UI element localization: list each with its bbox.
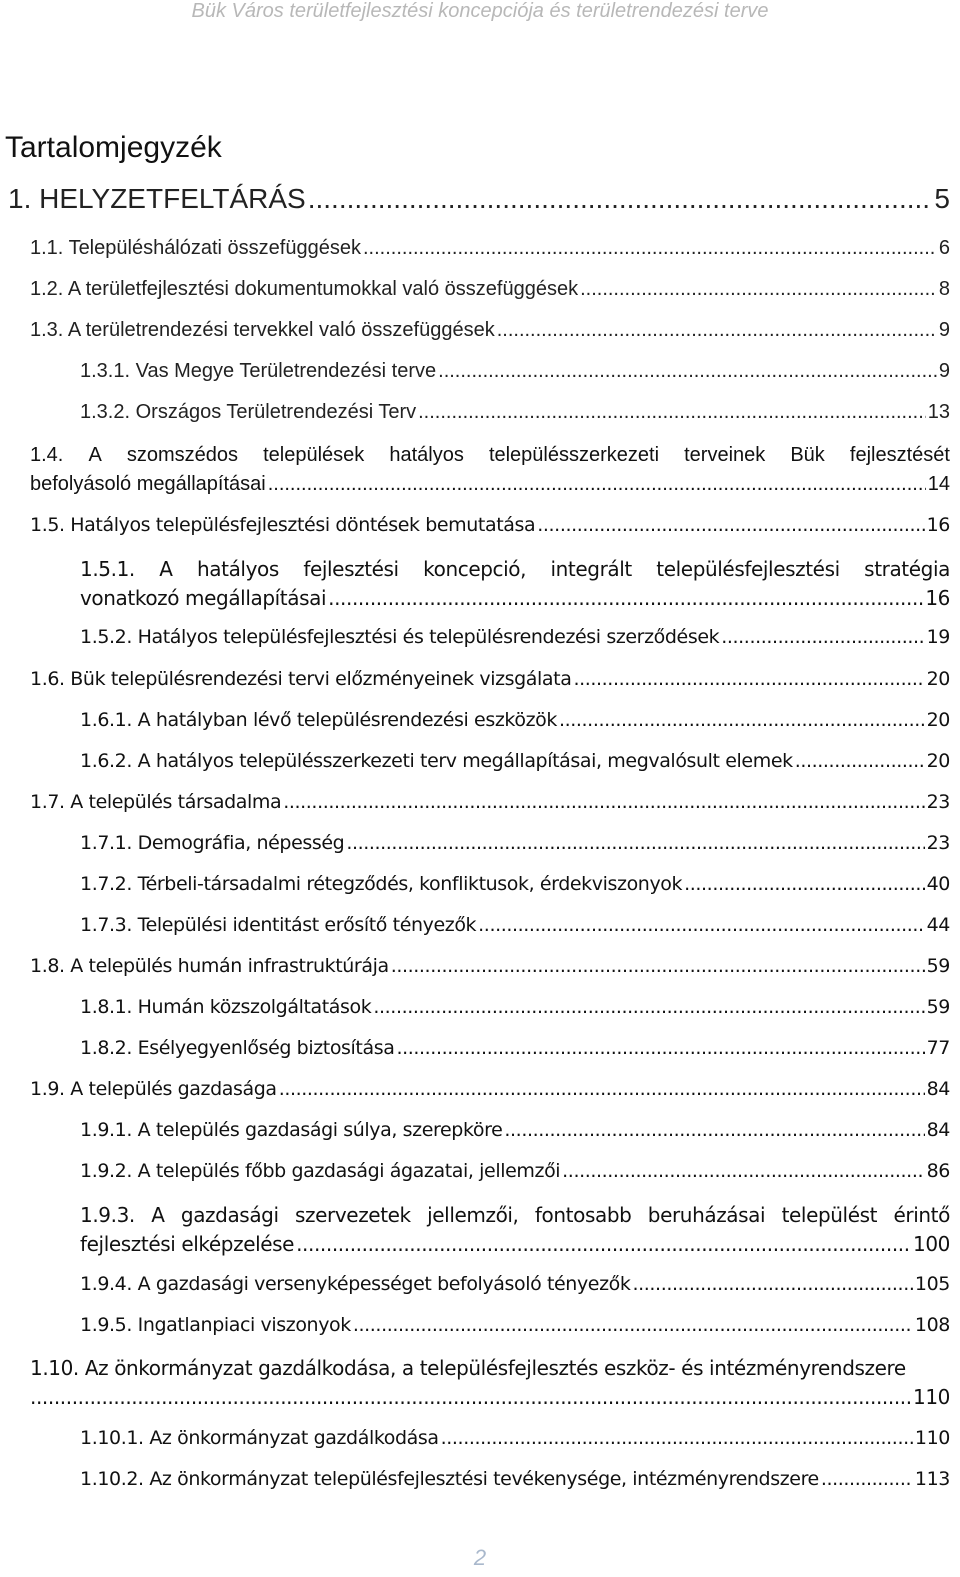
toc-entry-number: 1.7. xyxy=(30,791,65,813)
toc-entry-page: 84 xyxy=(926,1119,950,1141)
toc-entry-number: 1.5.1. xyxy=(80,557,135,581)
toc-entry[interactable] xyxy=(30,278,950,301)
toc-entry-page: 9 xyxy=(938,319,950,341)
toc-entry-title: A település főbb gazdasági ágazatai, jellemzői xyxy=(137,1160,561,1182)
toc-entry[interactable] xyxy=(80,1201,950,1259)
toc-entry-number: 1.7.2. xyxy=(80,873,132,895)
toc-entry-title: A település gazdasága xyxy=(70,1078,277,1100)
toc-entry-page: 86 xyxy=(926,1160,950,1182)
dot-leader xyxy=(721,626,924,648)
toc-entry-word: fejlesztését xyxy=(849,444,950,466)
dot-leader xyxy=(633,1273,913,1295)
toc-entry-number: 1.7.1. xyxy=(80,832,132,854)
toc-title: Tartalomjegyzék xyxy=(5,131,222,164)
toc-entry[interactable] xyxy=(80,626,950,648)
toc-entry-title: A település humán infrastruktúrája xyxy=(70,955,389,977)
toc-entry-word: települést xyxy=(781,1203,878,1227)
dot-leader xyxy=(537,514,924,536)
toc-entry-word: fejlesztési xyxy=(303,557,399,581)
dot-leader xyxy=(283,791,924,813)
toc-entry-title: Esélyegyenlőség biztosítása xyxy=(137,1037,395,1059)
toc-entry-page: 110 xyxy=(913,1385,950,1409)
toc-entry[interactable] xyxy=(30,1354,950,1412)
toc-entry-title-continued: fejlesztési elképzelése xyxy=(80,1232,295,1256)
toc-entry-word: koncepció, xyxy=(423,557,527,581)
toc-entry-page: 59 xyxy=(926,955,950,977)
toc-entry-number: 1.9.5. xyxy=(80,1314,132,1336)
dot-leader xyxy=(396,1037,924,1059)
toc-entry-title: A gazdasági versenyképességet befolyásoló tényezők xyxy=(137,1273,631,1295)
toc-entry-page: 8 xyxy=(938,278,950,300)
toc-entry-word: szomszédos xyxy=(126,444,239,466)
toc-entry[interactable] xyxy=(80,996,950,1018)
toc-entry-number: 1. xyxy=(8,183,32,214)
page-number: 2 xyxy=(473,1545,487,1570)
toc-entry-page: 5 xyxy=(934,183,950,214)
toc-entry-page: 23 xyxy=(926,832,950,854)
dot-leader xyxy=(279,1078,925,1100)
toc-entry-number: 1.6.1. xyxy=(80,709,132,731)
toc-entry[interactable] xyxy=(30,668,950,690)
toc-entry-title: Településhálózati összefüggések xyxy=(68,237,361,259)
dot-leader xyxy=(497,319,937,342)
toc-entry-word: stratégia xyxy=(864,557,950,581)
toc-entry[interactable] xyxy=(80,360,950,383)
dot-leader xyxy=(562,1160,924,1182)
toc-entry-word: A xyxy=(151,1203,165,1227)
toc-entry-title: Az önkormányzat településfejlesztési tevékenysége, intézményrendszere xyxy=(149,1468,819,1490)
toc-entry-number: 1.9.1. xyxy=(80,1119,132,1141)
toc-entry-number: 1.8.1. xyxy=(80,996,132,1018)
toc-entry[interactable] xyxy=(80,1119,950,1141)
toc-entry-number: 1.10. xyxy=(30,1356,79,1380)
toc-entry[interactable] xyxy=(30,237,950,260)
dot-leader xyxy=(328,583,923,613)
toc-entry-page: 19 xyxy=(926,626,950,648)
dot-leader xyxy=(559,709,925,731)
toc-entry-number: 1.9.4. xyxy=(80,1273,132,1295)
toc-entry-title: Humán közszolgáltatások xyxy=(137,996,372,1018)
toc-entry-word: gazdasági xyxy=(180,1203,279,1227)
toc-entry-number: 1.10.1. xyxy=(80,1427,144,1449)
toc-entry-title: Ingatlanpiaci viszonyok xyxy=(137,1314,351,1336)
toc-entry-title: A település társadalma xyxy=(70,791,282,813)
toc-entry-page: 108 xyxy=(914,1314,950,1336)
toc-entry-page: 9 xyxy=(938,360,950,382)
toc-entry-title: A település gazdasági súlya, szerepköre xyxy=(137,1119,503,1141)
toc-entry[interactable] xyxy=(8,183,950,215)
toc-entry-word: integrált xyxy=(550,557,632,581)
toc-entry-page: 23 xyxy=(926,791,950,813)
toc-entry-number: 1.2. xyxy=(30,278,64,300)
toc-entry-title: Térbeli-társadalmi rétegződés, konfliktusok, érdekviszonyok xyxy=(137,873,683,895)
dot-leader xyxy=(795,750,925,772)
toc-entry-page: 113 xyxy=(914,1468,950,1490)
toc-entry-number: 1.3. xyxy=(30,319,64,341)
dot-leader xyxy=(573,668,924,690)
toc-entry[interactable] xyxy=(30,1078,950,1100)
toc-entry-page: 6 xyxy=(938,237,950,259)
toc-entry[interactable] xyxy=(30,319,950,342)
toc-entry-word: A xyxy=(88,444,102,466)
toc-entry-number: 1.8. xyxy=(30,955,65,977)
toc-entry[interactable] xyxy=(30,955,950,977)
toc-entry-word: települések xyxy=(263,444,365,466)
toc-entry-title-continued: vonatkozó megállapításai xyxy=(80,586,327,610)
toc-entry[interactable] xyxy=(80,709,950,731)
toc-entry-title: A hatályban lévő településrendezési eszközök xyxy=(137,709,557,731)
toc-entry[interactable] xyxy=(80,750,950,772)
dot-leader xyxy=(391,955,925,977)
dot-leader xyxy=(438,360,937,383)
toc-entry-page: 105 xyxy=(914,1273,950,1295)
toc-entry-page: 100 xyxy=(913,1232,950,1256)
toc-entry[interactable] xyxy=(30,514,950,536)
toc-entry-page: 110 xyxy=(914,1427,950,1449)
toc-entry-title: A területfejlesztési dokumentumokkal való összefüggések xyxy=(67,278,579,300)
dot-leader xyxy=(684,873,924,895)
toc-entry[interactable] xyxy=(80,832,950,854)
running-header: Bük Város területfejlesztési koncepciója és területrendezési terve xyxy=(191,0,769,22)
dot-leader xyxy=(353,1314,913,1336)
toc-entry-page: 59 xyxy=(926,996,950,1018)
toc-entry-number: 1.9.3. xyxy=(80,1203,135,1227)
toc-entry[interactable] xyxy=(80,401,950,424)
toc-entry-page: 13 xyxy=(927,401,950,423)
dot-leader xyxy=(441,1427,913,1449)
dot-leader xyxy=(30,1382,911,1412)
toc-entry-title: HELYZETFELTÁRÁS xyxy=(39,183,306,214)
dot-leader xyxy=(268,469,926,499)
toc-entry-page: 77 xyxy=(926,1037,950,1059)
toc-entry-number: 1.6. xyxy=(30,668,65,690)
toc-entry[interactable] xyxy=(80,1273,950,1295)
dot-leader xyxy=(580,278,937,301)
toc-entry-number: 1.8.2. xyxy=(80,1037,132,1059)
toc-entry-word: településfejlesztési xyxy=(656,557,840,581)
toc-entry-number: 1.3.1. xyxy=(80,360,131,382)
toc-entry-page: 40 xyxy=(926,873,950,895)
toc-entry-title: Demográfia, népesség xyxy=(137,832,345,854)
toc-entry-word: fontosabb xyxy=(534,1203,632,1227)
toc-entry-number: 1.4. xyxy=(30,444,64,466)
toc-entry-number: 1.3.2. xyxy=(80,401,131,423)
toc-entry-number: 1.9.2. xyxy=(80,1160,132,1182)
toc-entry-word: településszerkezeti xyxy=(488,444,660,466)
toc-entry-page: 20 xyxy=(926,668,950,690)
toc-entry-number: 1.10.2. xyxy=(80,1468,144,1490)
toc-entry[interactable] xyxy=(80,1037,950,1059)
toc-entry[interactable] xyxy=(80,1468,950,1490)
toc-entry-title: Országos Területrendezési Terv xyxy=(135,401,417,423)
dot-leader xyxy=(504,1119,924,1141)
toc-entry[interactable] xyxy=(80,1314,950,1336)
toc-entry[interactable] xyxy=(80,1427,950,1449)
toc-entry-word: jellemzői, xyxy=(427,1203,519,1227)
toc-entry-title: A hatályos településszerkezeti terv megállapításai, megvalósult elemek xyxy=(137,750,793,772)
toc-entry-word: szervezetek xyxy=(295,1203,411,1227)
toc-entry-page: 20 xyxy=(926,709,950,731)
toc-entry-title: Hatályos településfejlesztési és településrendezési szerződések xyxy=(137,626,720,648)
toc-entry-page: 84 xyxy=(926,1078,950,1100)
dot-leader xyxy=(418,401,926,424)
toc-entry-number: 1.6.2. xyxy=(80,750,132,772)
dot-leader xyxy=(308,183,933,215)
toc-entry-word: Bük xyxy=(790,444,825,466)
dot-leader xyxy=(363,237,937,260)
toc-entry[interactable] xyxy=(80,914,950,936)
toc-entry-number: 1.5.2. xyxy=(80,626,132,648)
toc-entry[interactable] xyxy=(30,441,950,499)
toc-entry-page: 14 xyxy=(927,473,950,495)
toc-entry-page: 16 xyxy=(926,514,950,536)
toc-entry-title: Települési identitást erősítő tényezők xyxy=(137,914,477,936)
toc-entry-title: Hatályos településfejlesztési döntések bemutatása xyxy=(70,514,536,536)
toc-entry-word: érintő xyxy=(893,1203,950,1227)
toc-entry-page: 44 xyxy=(926,914,950,936)
toc-entry-title: Az önkormányzat gazdálkodása xyxy=(149,1427,439,1449)
toc-entry-page: 20 xyxy=(926,750,950,772)
toc-entry[interactable] xyxy=(80,873,950,895)
toc-entry-title: Vas Megye Területrendezési terve xyxy=(135,360,437,382)
toc-entry-title: Az önkormányzat gazdálkodása, a településfejlesztés eszköz- és intézményrendszere xyxy=(84,1356,906,1380)
toc-entry-title: A területrendezési tervekkel való összefüggések xyxy=(67,319,495,341)
toc-entry-word: A xyxy=(159,557,173,581)
toc-entry-title-continued: befolyásoló megállapításai xyxy=(30,473,266,495)
toc-entry-title: Bük településrendezési tervi előzményeinek vizsgálata xyxy=(70,668,572,690)
toc-entry-word: hatályos xyxy=(197,557,279,581)
toc-entry[interactable] xyxy=(80,555,950,613)
toc-entry-page: 16 xyxy=(925,586,950,610)
toc-entry-word: terveinek xyxy=(684,444,766,466)
toc-entry-word: beruházásai xyxy=(647,1203,766,1227)
dot-leader xyxy=(296,1229,911,1259)
toc-entry-number: 1.1. xyxy=(30,237,64,259)
dot-leader xyxy=(821,1468,913,1490)
toc-entry-number: 1.7.3. xyxy=(80,914,132,936)
toc-entry-number: 1.9. xyxy=(30,1078,65,1100)
toc-entry-number: 1.5. xyxy=(30,514,65,536)
dot-leader xyxy=(346,832,924,854)
dot-leader xyxy=(373,996,924,1018)
toc-entry[interactable] xyxy=(80,1160,950,1182)
dot-leader xyxy=(478,914,924,936)
toc-entry[interactable] xyxy=(30,791,950,813)
toc-entry-word: hatályos xyxy=(389,444,464,466)
